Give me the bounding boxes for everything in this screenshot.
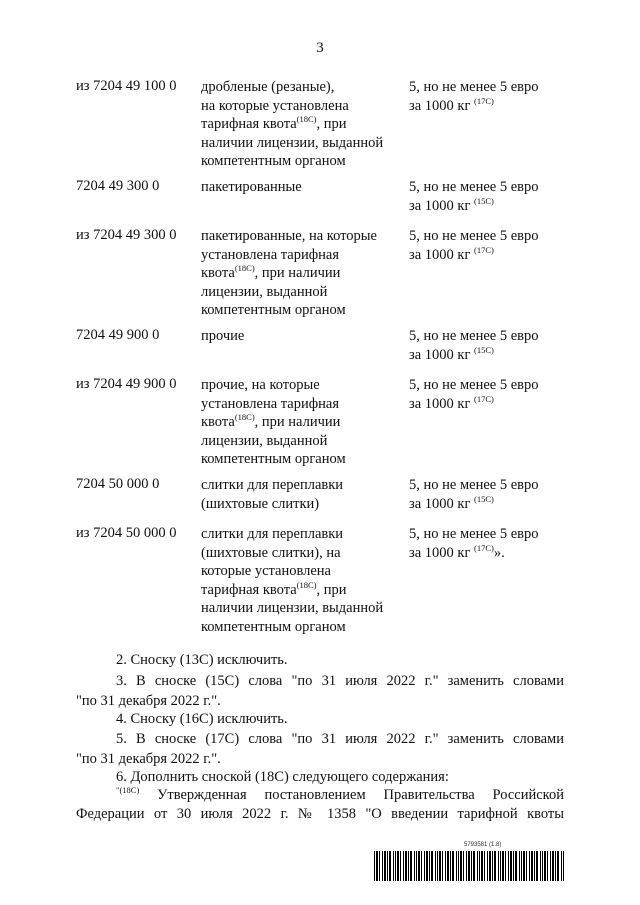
duty-rate: 5, но не менее 5 евро за 1000 кг $^{(15С)}$	[409, 328, 539, 363]
barcode-label: 5793581 (1.8)	[464, 842, 502, 848]
footnote-ref: (17С)	[474, 244, 494, 255]
goods-description: слитки для переплавки (шихтовые слитки), на которые установлена тарифная квота$^{(18С)}$, при наличии лицензии, выданной компетентным органом	[201, 526, 384, 635]
goods-description: дробленые (резаные), на которые установлена тарифная квота$^{(18С)}$, при наличии лицензии, выданной компетентным органом	[201, 79, 384, 169]
amendment-paragraph-continuation: "по 31 декабря 2022 г.".	[76, 693, 221, 709]
tariff-code: из 7204 49 300 0	[76, 227, 177, 243]
footnote-ref: (18С)	[296, 114, 317, 124]
goods-description: слитки для переплавки (шихтовые слитки)	[201, 477, 344, 512]
footnote-mark: "(18С)	[116, 785, 140, 795]
footnote-ref: (18С)	[296, 579, 317, 590]
goods-description: прочие, на которые установлена тарифная квота$^{(18С)}$, при наличии лицензии, выданной компетентным органом	[201, 377, 346, 467]
tariff-code: из 7204 49 900 0	[76, 376, 177, 392]
goods-description: пакетированные	[201, 179, 302, 195]
tariff-code: 7204 49 300 0	[76, 178, 160, 194]
amendment-paragraph: 6. Дополнить сноской (18С) следующего содержания:	[116, 769, 449, 785]
duty-rate: 5, но не менее 5 евро за 1000 кг $^{(15С)}$	[409, 179, 539, 214]
footnote-ref: (15С)	[474, 493, 494, 504]
footnote-ref: (15С)	[474, 344, 494, 355]
page-number: 3	[316, 40, 324, 56]
amendment-paragraph: 5. В сноске (17С) слова "по 31 июля 2022 г." заменить словами	[116, 731, 564, 747]
footnote-ref: (17С)	[474, 95, 494, 106]
amendment-paragraph-continuation: "по 31 декабря 2022 г.".	[76, 751, 221, 767]
footnote-ref: (18С)	[234, 412, 255, 422]
duty-rate: 5, но не менее 5 евро за 1000 кг $^{(17С)}$	[409, 79, 539, 114]
footnote-ref: (17С)	[474, 542, 494, 553]
tariff-code: из 7204 49 100 0	[76, 78, 177, 94]
tariff-code: из 7204 50 000 0	[76, 525, 177, 541]
amendment-paragraph: 2. Сноску (13С) исключить.	[116, 652, 288, 668]
duty-rate: 5, но не менее 5 евро за 1000 кг $^{(17С)}$».	[409, 526, 539, 561]
footnote-ref: (17С)	[474, 393, 494, 404]
duty-rate: 5, но не менее 5 евро за 1000 кг $^{(15С)}$	[409, 477, 539, 512]
footnote-text: $^{"(18С)}$ Утвержденная постановлением Правительства Российской	[116, 785, 564, 803]
goods-description: прочие	[201, 328, 245, 344]
footnote-text-continuation: Федерации от 30 июля 2022 г. № 1358 "О введении тарифной квоты	[76, 806, 564, 822]
goods-description: пакетированные, на которые установлена тарифная квота$^{(18С)}$, при наличии лицензии, выданной компетентным органом	[201, 228, 377, 318]
duty-rate: 5, но не менее 5 евро за 1000 кг $^{(17С)}$	[409, 228, 539, 263]
duty-rate: 5, но не менее 5 евро за 1000 кг $^{(17С)}$	[409, 377, 539, 412]
footnote-ref: (15С)	[474, 195, 494, 206]
tariff-code: 7204 50 000 0	[76, 476, 160, 492]
barcode	[374, 851, 564, 881]
amendment-paragraph: 3. В сноске (15С) слова "по 31 июля 2022 г." заменить словами	[116, 673, 564, 689]
amendment-paragraph: 4. Сноску (16С) исключить.	[116, 711, 288, 727]
footnote-ref: (18С)	[234, 263, 255, 273]
tariff-code: 7204 49 900 0	[76, 327, 160, 343]
